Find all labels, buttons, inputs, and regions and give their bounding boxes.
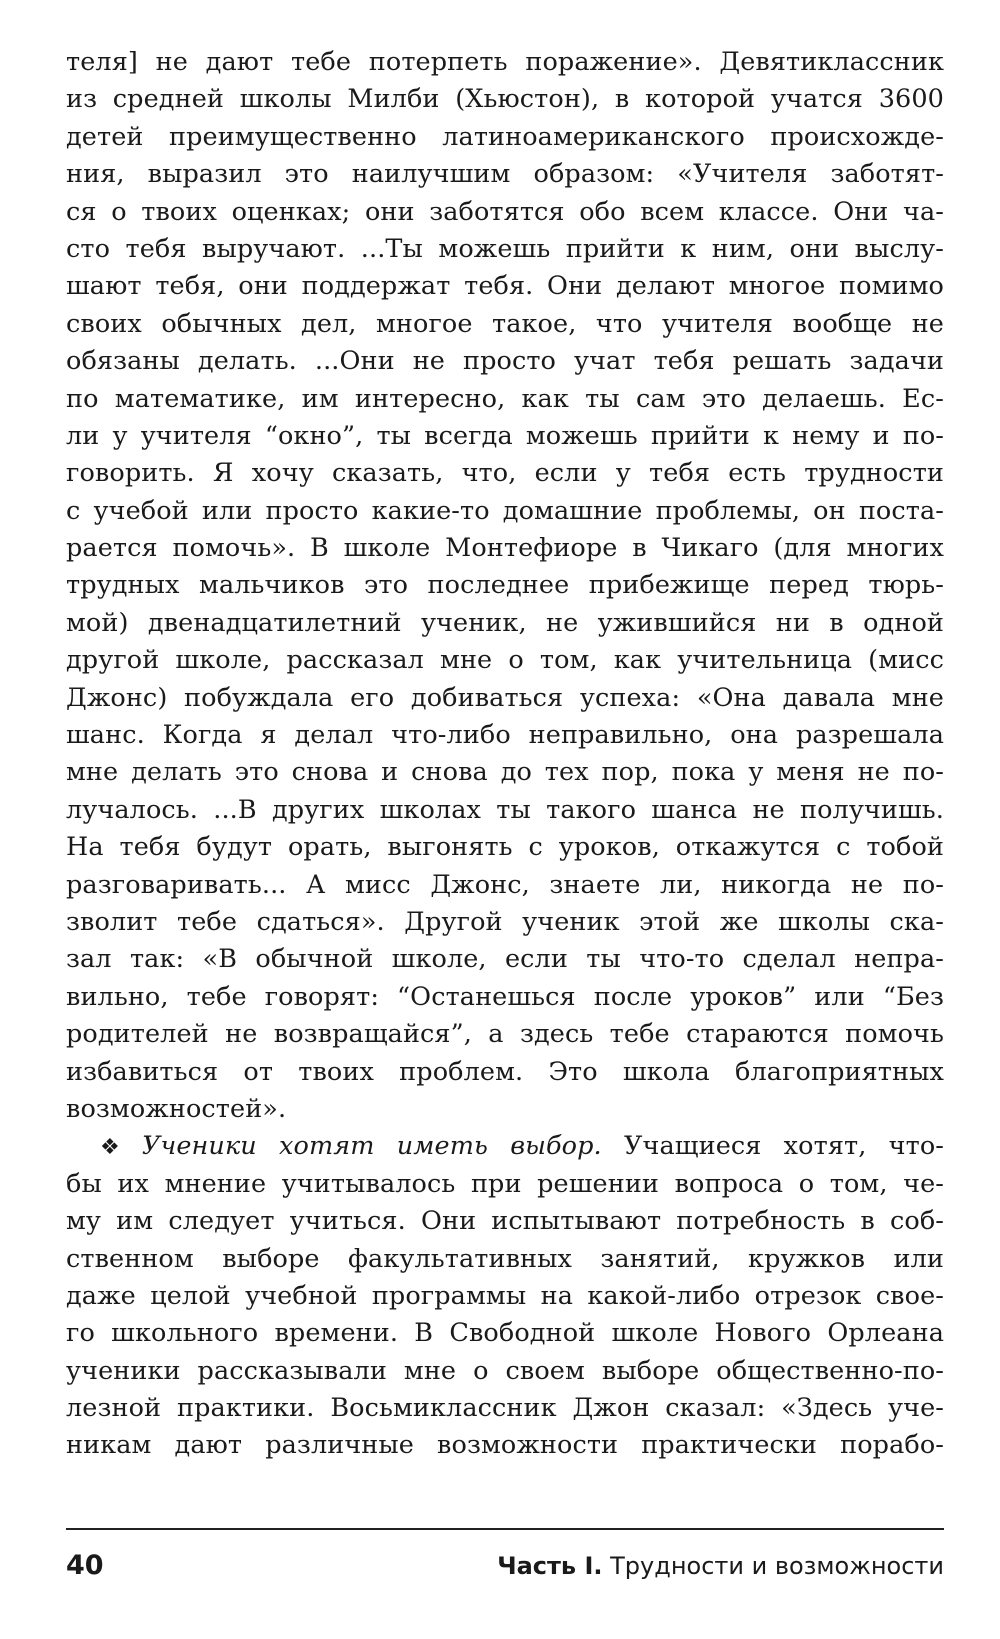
- section-line-5: го школьного времени. В Свободной школе Нового Орлеана: [66, 1318, 944, 1349]
- text-line-25: зал так: «В обычной школе, если ты что-то сделал непра-: [66, 944, 944, 975]
- page-body: [66, 44, 944, 1465]
- running-head-title: Трудности и возможности: [602, 1552, 944, 1580]
- text-line-17: другой школе, рассказал мне о том, как учительница (мисс: [66, 645, 944, 676]
- section-line-7: лезной практики. Восьмиклассник Джон сказал: «Здесь уче-: [66, 1393, 944, 1424]
- text-line-10: по математике, им интересно, как ты сам это делаешь. Ес-: [66, 383, 944, 414]
- text-line-28: избавиться от твоих проблем. Это школа благоприятных: [66, 1056, 944, 1087]
- text-line-19: шанс. Когда я делал что-либо неправильно, она разрешала: [66, 720, 944, 751]
- section-line-8: никам дают различные возможности практически порабо-: [66, 1430, 944, 1461]
- text-line-2: из средней школы Милби (Хьюстон), в которой учатся 3600: [66, 84, 944, 115]
- text-line-20: мне делать это снова и снова до тех пор, пока у меня не по-: [66, 757, 944, 788]
- text-line-4: ния, выразил это наилучшим образом: «Учителя заботят-: [66, 159, 944, 190]
- text-line-24: зволит тебе сдаться». Другой ученик этой же школы ска-: [66, 906, 944, 937]
- section-first-line: [66, 1128, 944, 1165]
- text-line-1: теля] не дают тебе потерпеть поражение». Девятиклассник: [66, 47, 944, 77]
- page-number: 40: [66, 1550, 104, 1581]
- footer-divider: [66, 1528, 944, 1530]
- text-line-18: Джонс) побуждала его добиваться успеха: «Она давала мне: [66, 682, 944, 713]
- text-line-23: разговаривать... А мисс Джонс, знаете ли, никогда не по-: [66, 869, 944, 900]
- text-line-5: ся о твоих оценках; они заботятся обо всем классе. Они ча-: [66, 196, 944, 227]
- section-line-3: ственном выборе факультативных занятий, кружков или: [66, 1243, 944, 1274]
- text-line-8: своих обычных дел, многое такое, что учителя вообще не: [66, 308, 944, 339]
- text-line-26: вильно, тебе говорят: “Останешься после уроков” или “Без: [66, 981, 944, 1012]
- text-line-27: родителей не возвращайся”, а здесь тебе стараются помочь: [66, 1019, 944, 1050]
- text-line-22: На тебя будут орать, выгонять с уроков, откажутся с тобой: [66, 832, 944, 863]
- text-line-7: шают тебя, они поддержат тебя. Они делают многое помимо: [66, 271, 944, 302]
- section-first-line-text: Учащиеся хотят, что-: [601, 1131, 944, 1162]
- section-line-2: му им следует учиться. Они испытывают потребность в соб-: [66, 1206, 944, 1237]
- text-line-13: с учебой или просто какие-то домашние проблемы, он поста-: [66, 495, 944, 526]
- text-line-3: детей преимущественно латиноамериканского происхожде-: [66, 121, 944, 152]
- section-line-6: ученики рассказывали мне о своем выборе общественно-по-: [66, 1355, 944, 1386]
- text-line-9: обязаны делать. ...Они не просто учат тебя решать задачи: [66, 346, 944, 377]
- text-line-11: ли у учителя “окно”, ты всегда можешь прийти к нему и по-: [66, 420, 944, 451]
- text-line-15: трудных мальчиков это последнее прибежище перед тюрь-: [66, 570, 944, 601]
- text-line-21: лучалось. ...В других школах ты такого шанса не получишь.: [66, 794, 944, 825]
- section-heading: Ученики хотят иметь выбор.: [141, 1131, 602, 1162]
- running-head-part: Часть I.: [497, 1552, 603, 1580]
- section-line-4: даже целой учебной программы на какой-либо отрезок свое-: [66, 1280, 944, 1311]
- section-line-1: бы их мнение учитывалось при решении вопроса о том, че-: [66, 1168, 944, 1199]
- text-line-16: мой) двенадцатилетний ученик, не ужившийся ни в одной: [66, 607, 944, 638]
- text-line-29: возможностей».: [66, 1093, 287, 1124]
- text-line-14: рается помочь». В школе Монтефиоре в Чикаго (для многих: [66, 533, 944, 564]
- text-line-12: говорить. Я хочу сказать, что, если у тебя есть трудности: [66, 458, 944, 489]
- bullet-icon: ❖: [100, 1135, 134, 1161]
- running-head: [497, 1552, 944, 1580]
- text-line-6: сто тебя выручают. ...Ты можешь прийти к ним, они выслу-: [66, 233, 944, 264]
- page-footer: [66, 1550, 944, 1590]
